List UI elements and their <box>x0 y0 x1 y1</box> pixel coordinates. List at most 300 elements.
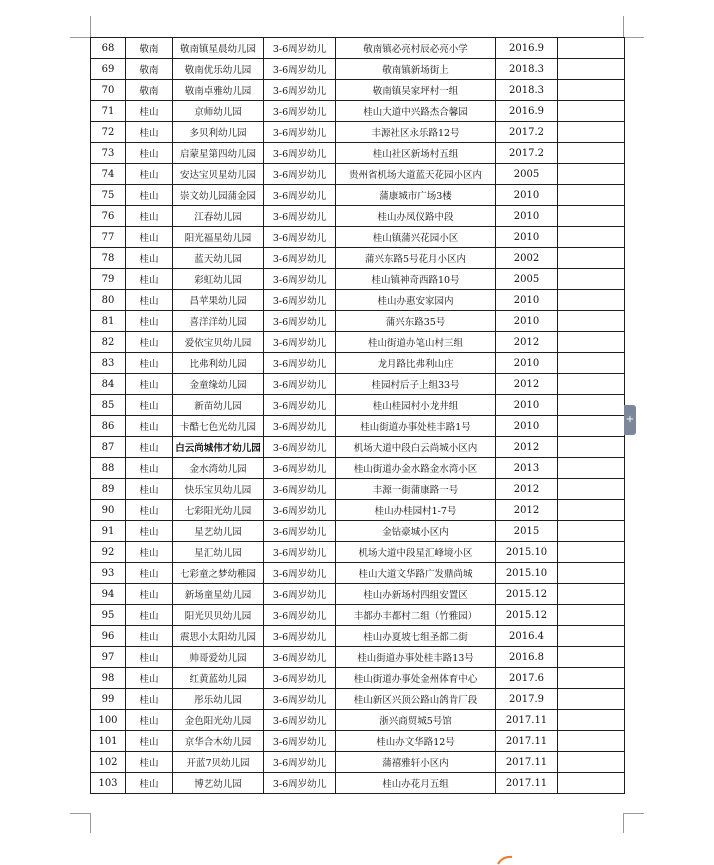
district-cell: 桂山 <box>126 731 173 752</box>
address-cell: 丰源一街蒲康路一号 <box>336 479 496 500</box>
age-range-cell: 3-6周岁幼儿 <box>264 185 336 206</box>
table-row <box>91 479 625 500</box>
address-cell: 敬南镇必亮村辰必亮小学 <box>336 38 496 59</box>
table-row <box>91 353 625 374</box>
table-row <box>91 668 625 689</box>
founded-date-cell: 2005 <box>496 269 558 290</box>
row-number-cell: 82 <box>91 332 126 353</box>
address-cell: 桂山街道办事处桂丰路1号 <box>336 416 496 437</box>
row-number-cell: 85 <box>91 395 126 416</box>
district-cell: 桂山 <box>126 269 173 290</box>
table-row <box>91 248 625 269</box>
district-cell: 桂山 <box>126 605 173 626</box>
row-number-cell: 90 <box>91 500 126 521</box>
kindergarten-name-cell: 崇文幼儿园蒲金园 <box>173 185 264 206</box>
district-cell: 敬南 <box>126 38 173 59</box>
table-row <box>91 416 625 437</box>
age-range-cell: 3-6周岁幼儿 <box>264 290 336 311</box>
address-cell: 桂山新区兴顶公路山鸽肯厂段 <box>336 689 496 710</box>
crop-mark-bottom-left-v <box>90 813 91 833</box>
table-row <box>91 710 625 731</box>
row-number-cell: 80 <box>91 290 126 311</box>
row-number-cell: 96 <box>91 626 126 647</box>
table-row <box>91 101 625 122</box>
district-cell: 桂山 <box>126 437 173 458</box>
remark-cell <box>558 773 625 794</box>
age-range-cell: 3-6周岁幼儿 <box>264 269 336 290</box>
founded-date-cell: 2017.9 <box>496 689 558 710</box>
address-cell: 桂山办凤仪路中段 <box>336 206 496 227</box>
founded-date-cell: 2015 <box>496 521 558 542</box>
district-cell: 桂山 <box>126 689 173 710</box>
crop-mark-top-right-h <box>624 37 644 38</box>
age-range-cell: 3-6周岁幼儿 <box>264 773 336 794</box>
founded-date-cell: 2010 <box>496 227 558 248</box>
kindergarten-name-cell: 星艺幼儿园 <box>173 521 264 542</box>
kindergarten-name-cell: 比弗利幼儿园 <box>173 353 264 374</box>
remark-cell <box>558 395 625 416</box>
address-cell: 桂山桂园村小龙井组 <box>336 395 496 416</box>
age-range-cell: 3-6周岁幼儿 <box>264 227 336 248</box>
table-row <box>91 122 625 143</box>
founded-date-cell: 2018.3 <box>496 80 558 101</box>
remark-cell <box>558 500 625 521</box>
row-number-cell: 100 <box>91 710 126 731</box>
row-number-cell: 76 <box>91 206 126 227</box>
founded-date-cell: 2010 <box>496 206 558 227</box>
remark-cell <box>558 752 625 773</box>
address-cell: 桂山镇神奇西路10号 <box>336 269 496 290</box>
crop-mark-bottom-right-v <box>623 813 624 833</box>
remark-cell <box>558 626 625 647</box>
district-cell: 桂山 <box>126 500 173 521</box>
row-number-cell: 94 <box>91 584 126 605</box>
crop-mark-top-left-h <box>70 37 90 38</box>
table-row <box>91 773 625 794</box>
age-range-cell: 3-6周岁幼儿 <box>264 311 336 332</box>
row-number-cell: 95 <box>91 605 126 626</box>
district-cell: 桂山 <box>126 101 173 122</box>
remark-cell <box>558 521 625 542</box>
kindergarten-name-cell: 爱依宝贝幼儿园 <box>173 332 264 353</box>
address-cell: 丰源社区永乐路12号 <box>336 122 496 143</box>
kindergarten-name-cell: 彩虹幼儿园 <box>173 269 264 290</box>
age-range-cell: 3-6周岁幼儿 <box>264 248 336 269</box>
table-row <box>91 752 625 773</box>
remark-cell <box>558 164 625 185</box>
district-cell: 桂山 <box>126 206 173 227</box>
kindergarten-name-cell: 红黄蓝幼儿园 <box>173 668 264 689</box>
address-cell: 桂山社区新场村五组 <box>336 143 496 164</box>
founded-date-cell: 2016.9 <box>496 101 558 122</box>
table-row <box>91 458 625 479</box>
remark-cell <box>558 437 625 458</box>
district-cell: 桂山 <box>126 710 173 731</box>
district-cell: 桂山 <box>126 752 173 773</box>
address-cell: 桂山办新场村四组安置区 <box>336 584 496 605</box>
district-cell: 桂山 <box>126 542 173 563</box>
address-cell: 桂山街道办笔山村三组 <box>336 332 496 353</box>
age-range-cell: 3-6周岁幼儿 <box>264 668 336 689</box>
address-cell: 桂山街道办事处桂丰路13号 <box>336 647 496 668</box>
table-row <box>91 647 625 668</box>
kindergarten-name-cell: 蓝天幼儿园 <box>173 248 264 269</box>
age-range-cell: 3-6周岁幼儿 <box>264 122 336 143</box>
age-range-cell: 3-6周岁幼儿 <box>264 563 336 584</box>
kindergarten-name-cell: 新场童星幼儿园 <box>173 584 264 605</box>
address-cell: 龙月路比弗利山庄 <box>336 353 496 374</box>
founded-date-cell: 2017.11 <box>496 710 558 731</box>
remark-cell <box>558 416 625 437</box>
founded-date-cell: 2010 <box>496 395 558 416</box>
address-cell: 桂山大道文华路广发鼎尚城 <box>336 563 496 584</box>
kindergarten-name-cell: 敬南卓雅幼儿园 <box>173 80 264 101</box>
kindergarten-name-cell: 新苗幼儿园 <box>173 395 264 416</box>
district-cell: 桂山 <box>126 626 173 647</box>
founded-date-cell: 2010 <box>496 185 558 206</box>
founded-date-cell: 2015.12 <box>496 584 558 605</box>
table-row <box>91 689 625 710</box>
founded-date-cell: 2010 <box>496 290 558 311</box>
row-number-cell: 87 <box>91 437 126 458</box>
table-row <box>91 311 625 332</box>
founded-date-cell: 2005 <box>496 164 558 185</box>
address-cell: 敬南镇新场街上 <box>336 59 496 80</box>
kindergarten-name-cell: 星汇幼儿园 <box>173 542 264 563</box>
district-cell: 桂山 <box>126 332 173 353</box>
table-body <box>91 38 625 794</box>
kindergarten-name-cell: 七彩童之梦幼稚园 <box>173 563 264 584</box>
remark-cell <box>558 143 625 164</box>
row-number-cell: 103 <box>91 773 126 794</box>
table-row <box>91 605 625 626</box>
district-cell: 桂山 <box>126 521 173 542</box>
table-row <box>91 227 625 248</box>
row-number-cell: 91 <box>91 521 126 542</box>
address-cell: 贵州省机场大道蓝天花园小区内 <box>336 164 496 185</box>
address-cell: 丰都办丰都村二组（竹雅园） <box>336 605 496 626</box>
address-cell: 桂山街道办事处金州体育中心 <box>336 668 496 689</box>
table-row <box>91 332 625 353</box>
age-range-cell: 3-6周岁幼儿 <box>264 689 336 710</box>
row-number-cell: 78 <box>91 248 126 269</box>
row-number-cell: 83 <box>91 353 126 374</box>
row-number-cell: 97 <box>91 647 126 668</box>
address-cell: 桂山办文华路12号 <box>336 731 496 752</box>
kindergarten-name-cell: 安达宝贝星幼儿园 <box>173 164 264 185</box>
table-row <box>91 563 625 584</box>
age-range-cell: 3-6周岁幼儿 <box>264 164 336 185</box>
address-cell: 蒲禧雅轩小区内 <box>336 752 496 773</box>
row-number-cell: 77 <box>91 227 126 248</box>
district-cell: 桂山 <box>126 164 173 185</box>
remark-cell <box>558 122 625 143</box>
remark-cell <box>558 584 625 605</box>
table-row <box>91 500 625 521</box>
table-row <box>91 584 625 605</box>
row-number-cell: 99 <box>91 689 126 710</box>
table-row <box>91 521 625 542</box>
table-row <box>91 206 625 227</box>
row-number-cell: 72 <box>91 122 126 143</box>
address-cell: 桂山街道办金水路金水湾小区 <box>336 458 496 479</box>
founded-date-cell: 2018.3 <box>496 59 558 80</box>
kindergarten-name-cell: 敬南优乐幼儿园 <box>173 59 264 80</box>
table-row <box>91 395 625 416</box>
side-expand-tab[interactable] <box>624 405 636 435</box>
founded-date-cell: 2010 <box>496 311 558 332</box>
kindergarten-name-cell: 白云尚城伟才幼儿园 <box>173 437 264 458</box>
founded-date-cell: 2012 <box>496 374 558 395</box>
kindergarten-name-cell: 敬南镇星晨幼儿园 <box>173 38 264 59</box>
row-number-cell: 93 <box>91 563 126 584</box>
age-range-cell: 3-6周岁幼儿 <box>264 80 336 101</box>
row-number-cell: 86 <box>91 416 126 437</box>
row-number-cell: 71 <box>91 101 126 122</box>
age-range-cell: 3-6周岁幼儿 <box>264 584 336 605</box>
address-cell: 桂山办桂园村1-7号 <box>336 500 496 521</box>
row-number-cell: 81 <box>91 311 126 332</box>
founded-date-cell: 2016.8 <box>496 647 558 668</box>
address-cell: 机场大道中段白云尚城小区内 <box>336 437 496 458</box>
age-range-cell: 3-6周岁幼儿 <box>264 626 336 647</box>
founded-date-cell: 2010 <box>496 353 558 374</box>
district-cell: 桂山 <box>126 668 173 689</box>
kindergarten-name-cell: 阳光贝贝幼儿园 <box>173 605 264 626</box>
address-cell: 浙兴商贸城5号馆 <box>336 710 496 731</box>
founded-date-cell: 2017.6 <box>496 668 558 689</box>
table-row <box>91 59 625 80</box>
district-cell: 桂山 <box>126 290 173 311</box>
row-number-cell: 74 <box>91 164 126 185</box>
kindergarten-name-cell: 卡酷七色光幼儿园 <box>173 416 264 437</box>
address-cell: 桂山大道中兴路杰合馨园 <box>336 101 496 122</box>
age-range-cell: 3-6周岁幼儿 <box>264 605 336 626</box>
table-row <box>91 143 625 164</box>
kindergarten-name-cell: 帅哥爱幼儿园 <box>173 647 264 668</box>
age-range-cell: 3-6周岁幼儿 <box>264 143 336 164</box>
district-cell: 敬南 <box>126 80 173 101</box>
district-cell: 桂山 <box>126 647 173 668</box>
crop-mark-top-right-v <box>623 16 624 37</box>
kindergarten-name-cell: 博艺幼儿园 <box>173 773 264 794</box>
age-range-cell: 3-6周岁幼儿 <box>264 710 336 731</box>
table-row <box>91 437 625 458</box>
row-number-cell: 88 <box>91 458 126 479</box>
founded-date-cell: 2012 <box>496 479 558 500</box>
kindergarten-name-cell: 彤乐幼儿园 <box>173 689 264 710</box>
kindergarten-name-cell: 启蒙星第四幼儿园 <box>173 143 264 164</box>
founded-date-cell: 2017.11 <box>496 731 558 752</box>
crop-mark-top-left-v <box>90 16 91 37</box>
kindergarten-name-cell: 金水湾幼儿园 <box>173 458 264 479</box>
remark-cell <box>558 80 625 101</box>
remark-cell <box>558 353 625 374</box>
table-row <box>91 185 625 206</box>
founded-date-cell: 2016.4 <box>496 626 558 647</box>
address-cell: 蒲兴东路5号花月小区内 <box>336 248 496 269</box>
age-range-cell: 3-6周岁幼儿 <box>264 38 336 59</box>
row-number-cell: 79 <box>91 269 126 290</box>
address-cell: 金钻豪城小区内 <box>336 521 496 542</box>
district-cell: 桂山 <box>126 458 173 479</box>
remark-cell <box>558 227 625 248</box>
table-row <box>91 731 625 752</box>
plus-icon: + <box>625 414 635 425</box>
kindergarten-name-cell: 阳光福星幼儿园 <box>173 227 264 248</box>
remark-cell <box>558 647 625 668</box>
founded-date-cell: 2012 <box>496 500 558 521</box>
remark-cell <box>558 374 625 395</box>
age-range-cell: 3-6周岁幼儿 <box>264 101 336 122</box>
kindergarten-name-cell: 金色阳光幼儿园 <box>173 710 264 731</box>
row-number-cell: 98 <box>91 668 126 689</box>
kindergarten-name-cell: 快乐宝贝幼儿园 <box>173 479 264 500</box>
row-number-cell: 84 <box>91 374 126 395</box>
address-cell: 蒲康城市广场3楼 <box>336 185 496 206</box>
kindergarten-name-cell: 京华合木幼儿园 <box>173 731 264 752</box>
address-cell: 桂山办花月五组 <box>336 773 496 794</box>
row-number-cell: 101 <box>91 731 126 752</box>
remark-cell <box>558 248 625 269</box>
row-number-cell: 69 <box>91 59 126 80</box>
district-cell: 桂山 <box>126 395 173 416</box>
founded-date-cell: 2017.11 <box>496 773 558 794</box>
district-cell: 桂山 <box>126 227 173 248</box>
district-cell: 桂山 <box>126 479 173 500</box>
address-cell: 桂山办夏坡七组圣都二街 <box>336 626 496 647</box>
founded-date-cell: 2002 <box>496 248 558 269</box>
district-cell: 桂山 <box>126 416 173 437</box>
kindergarten-name-cell: 七彩阳光幼儿园 <box>173 500 264 521</box>
age-range-cell: 3-6周岁幼儿 <box>264 500 336 521</box>
remark-cell <box>558 206 625 227</box>
crop-mark-bottom-left-h <box>70 813 90 814</box>
age-range-cell: 3-6周岁幼儿 <box>264 332 336 353</box>
founded-date-cell: 2012 <box>496 332 558 353</box>
remark-cell <box>558 185 625 206</box>
district-cell: 桂山 <box>126 143 173 164</box>
row-number-cell: 92 <box>91 542 126 563</box>
table-row <box>91 626 625 647</box>
address-cell: 桂园村后子上组33号 <box>336 374 496 395</box>
district-cell: 敬南 <box>126 59 173 80</box>
table-row <box>91 290 625 311</box>
age-range-cell: 3-6周岁幼儿 <box>264 752 336 773</box>
remark-cell <box>558 689 625 710</box>
founded-date-cell: 2015.12 <box>496 605 558 626</box>
age-range-cell: 3-6周岁幼儿 <box>264 395 336 416</box>
kindergarten-table <box>90 37 625 794</box>
remark-cell <box>558 332 625 353</box>
remark-cell <box>558 731 625 752</box>
remark-cell <box>558 605 625 626</box>
remark-cell <box>558 311 625 332</box>
remark-cell <box>558 542 625 563</box>
address-cell: 蒲兴东路35号 <box>336 311 496 332</box>
address-cell: 桂山办惠安家园内 <box>336 290 496 311</box>
founded-date-cell: 2017.11 <box>496 752 558 773</box>
table-row <box>91 164 625 185</box>
table-row <box>91 374 625 395</box>
kindergarten-name-cell: 喜洋洋幼儿园 <box>173 311 264 332</box>
remark-cell <box>558 290 625 311</box>
crop-mark-bottom-right-h <box>624 813 644 814</box>
district-cell: 桂山 <box>126 122 173 143</box>
founded-date-cell: 2012 <box>496 437 558 458</box>
age-range-cell: 3-6周岁幼儿 <box>264 416 336 437</box>
district-cell: 桂山 <box>126 248 173 269</box>
age-range-cell: 3-6周岁幼儿 <box>264 542 336 563</box>
founded-date-cell: 2010 <box>496 416 558 437</box>
table-row <box>91 269 625 290</box>
age-range-cell: 3-6周岁幼儿 <box>264 647 336 668</box>
table-row <box>91 80 625 101</box>
table-row <box>91 38 625 59</box>
kindergarten-name-cell: 金童缘幼儿园 <box>173 374 264 395</box>
district-cell: 桂山 <box>126 584 173 605</box>
founded-date-cell: 2015.10 <box>496 563 558 584</box>
remark-cell <box>558 668 625 689</box>
founded-date-cell: 2017.2 <box>496 122 558 143</box>
row-number-cell: 75 <box>91 185 126 206</box>
founded-date-cell: 2016.9 <box>496 38 558 59</box>
district-cell: 桂山 <box>126 353 173 374</box>
row-number-cell: 68 <box>91 38 126 59</box>
age-range-cell: 3-6周岁幼儿 <box>264 206 336 227</box>
founded-date-cell: 2017.2 <box>496 143 558 164</box>
remark-cell <box>558 101 625 122</box>
address-cell: 机场大道中段星汇峰境小区 <box>336 542 496 563</box>
remark-cell <box>558 710 625 731</box>
remark-cell <box>558 458 625 479</box>
kindergarten-name-cell: 开蓝7贝幼儿园 <box>173 752 264 773</box>
kindergarten-name-cell: 昌苹果幼儿园 <box>173 290 264 311</box>
kindergarten-name-cell: 震思小太阳幼儿园 <box>173 626 264 647</box>
orange-swoosh-icon <box>497 855 513 865</box>
remark-cell <box>558 269 625 290</box>
age-range-cell: 3-6周岁幼儿 <box>264 458 336 479</box>
row-number-cell: 73 <box>91 143 126 164</box>
remark-cell <box>558 563 625 584</box>
age-range-cell: 3-6周岁幼儿 <box>264 731 336 752</box>
district-cell: 桂山 <box>126 311 173 332</box>
age-range-cell: 3-6周岁幼儿 <box>264 521 336 542</box>
table-row <box>91 542 625 563</box>
kindergarten-name-cell: 京师幼儿园 <box>173 101 264 122</box>
district-cell: 桂山 <box>126 773 173 794</box>
founded-date-cell: 2013 <box>496 458 558 479</box>
remark-cell <box>558 59 625 80</box>
age-range-cell: 3-6周岁幼儿 <box>264 353 336 374</box>
kindergarten-name-cell: 多贝利幼儿园 <box>173 122 264 143</box>
district-cell: 桂山 <box>126 374 173 395</box>
founded-date-cell: 2015.10 <box>496 542 558 563</box>
kindergarten-name-cell: 江春幼儿园 <box>173 206 264 227</box>
district-cell: 桂山 <box>126 185 173 206</box>
age-range-cell: 3-6周岁幼儿 <box>264 374 336 395</box>
age-range-cell: 3-6周岁幼儿 <box>264 479 336 500</box>
age-range-cell: 3-6周岁幼儿 <box>264 437 336 458</box>
address-cell: 桂山镇蒲兴花园小区 <box>336 227 496 248</box>
address-cell: 敬南镇吴家坪村一组 <box>336 80 496 101</box>
age-range-cell: 3-6周岁幼儿 <box>264 59 336 80</box>
row-number-cell: 89 <box>91 479 126 500</box>
remark-cell <box>558 479 625 500</box>
remark-cell <box>558 38 625 59</box>
row-number-cell: 102 <box>91 752 126 773</box>
district-cell: 桂山 <box>126 563 173 584</box>
